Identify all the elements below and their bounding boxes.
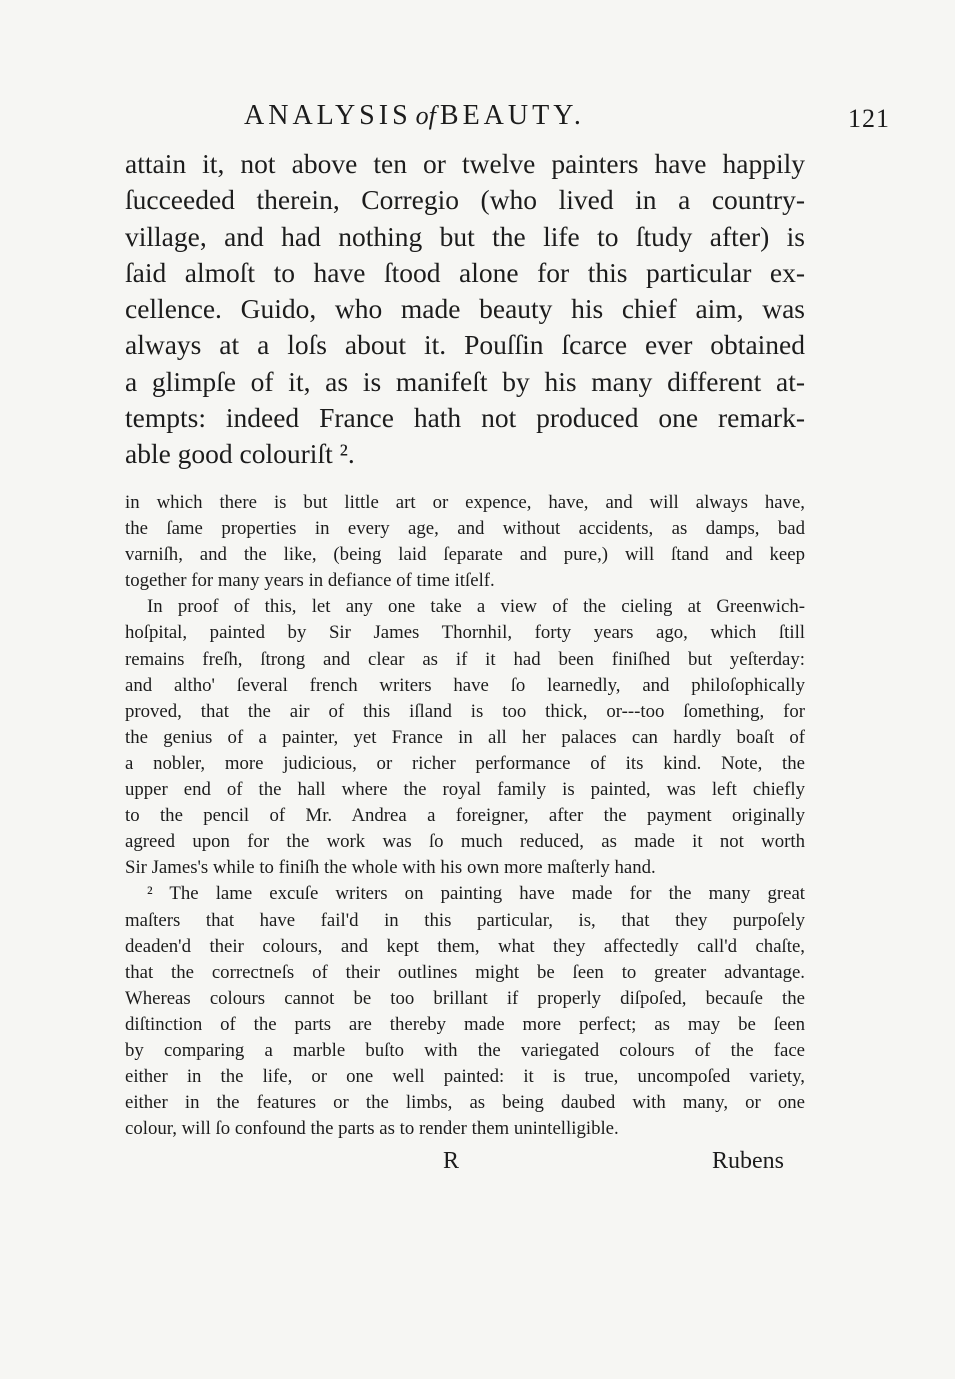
text-line: cellence. Guido, who made beauty his chief aim, was — [125, 293, 805, 325]
page-header — [0, 100, 955, 140]
footnote-line: a nobler, more judicious, or richer performance of its kind. Note, the — [125, 752, 805, 774]
footnote-line: Whereas colours cannot be too brillant if properly diſpoſed, becauſe the — [125, 987, 805, 1009]
text-line: tempts: indeed France hath not produced one remark- — [125, 402, 805, 434]
footnote-line: diſtinction of the parts are thereby made more perfect; as may be ſeen — [125, 1013, 805, 1035]
footnote-line: colour, will ſo confound the parts as to render them unintelligible. — [125, 1118, 619, 1140]
signature-mark: R — [443, 1148, 460, 1174]
footnote-line: agreed upon for the work was ſo much reduced, as made it not worth — [125, 831, 805, 853]
running-title-part1: ANALYSIS — [244, 100, 412, 131]
running-title-of: of — [415, 101, 436, 130]
running-title-part2: BEAUTY. — [439, 100, 585, 131]
footnote-line: the ſame properties in every age, and without accidents, as damps, bad — [125, 518, 805, 540]
footnote-line: together for many years in defiance of time itſelf. — [125, 570, 495, 592]
footnote-line: proved, that the air of this iſland is too thick, or---too ſomething, for — [125, 700, 805, 722]
footnote-line: that the correctneſs of their outlines might be ſeen to greater advantage. — [125, 961, 805, 983]
footnote-line: and altho' ſeveral french writers have ſo learnedly, and philoſophically — [125, 674, 805, 696]
text-line: ſucceeded therein, Corregio (who lived in a country- — [125, 184, 805, 216]
footnote-line: the genius of a painter, yet France in all her palaces can hardly boaſt of — [125, 726, 805, 748]
footnote-line: to the pencil of Mr. Andrea a foreigner, after the payment originally — [125, 805, 805, 827]
catchword: Rubens — [712, 1148, 784, 1174]
main-text — [125, 146, 805, 473]
footnote-line: deaden'd their colours, and kept them, what they affectedly call'd chaſte, — [125, 935, 805, 957]
footnotes — [125, 490, 805, 1142]
text-line: always at a loſs about it. Pouſſin ſcarce ever obtained — [125, 329, 805, 361]
footnote-line: hoſpital, painted by Sir James Thornhil, forty years ago, which ſtill — [125, 622, 805, 644]
footnote-line: either in the life, or one well painted: it is true, uncompoſed variety, — [125, 1066, 805, 1088]
footnote-line: maſters that have fail'd in this particular, is, that they purpoſely — [125, 909, 805, 931]
footnote-line: remains freſh, ſtrong and clear as if it had been finiſhed but yeſterday: — [125, 648, 805, 670]
footnote-line: In proof of this, let any one take a view of the cieling at Greenwich- — [147, 596, 805, 618]
footnote-line: in which there is but little art or expence, have, and will always have, — [125, 492, 805, 513]
running-title — [244, 100, 585, 132]
text-line: ſaid almoſt to have ſtood alone for this particular ex- — [125, 256, 805, 288]
page-number: 121 — [848, 104, 890, 133]
text-line: able good colouriſt ². — [125, 438, 355, 470]
footnote-line: Sir James's while to finiſh the whole with his own more maſterly hand. — [125, 857, 656, 879]
text-line: a glimpſe of it, as is manifeſt by his many different at- — [125, 365, 805, 397]
footnote-line: varniſh, and the like, (being laid ſeparate and pure,) will ſtand and keep — [125, 544, 805, 566]
footnote-line: upper end of the hall where the royal family is painted, was left chiefly — [125, 779, 805, 801]
text-line: attain it, not above ten or twelve painters have happily — [125, 148, 805, 179]
text-line: village, and had nothing but the life to ſtudy after) is — [125, 220, 805, 252]
footnote-line: either in the features or the limbs, as being daubed with many, or one — [125, 1092, 805, 1114]
footnote-line: by comparing a marble buſto with the variegated colours of the face — [125, 1039, 805, 1061]
footnote-line: ² The lame excuſe writers on painting have made for the many great — [147, 883, 805, 905]
